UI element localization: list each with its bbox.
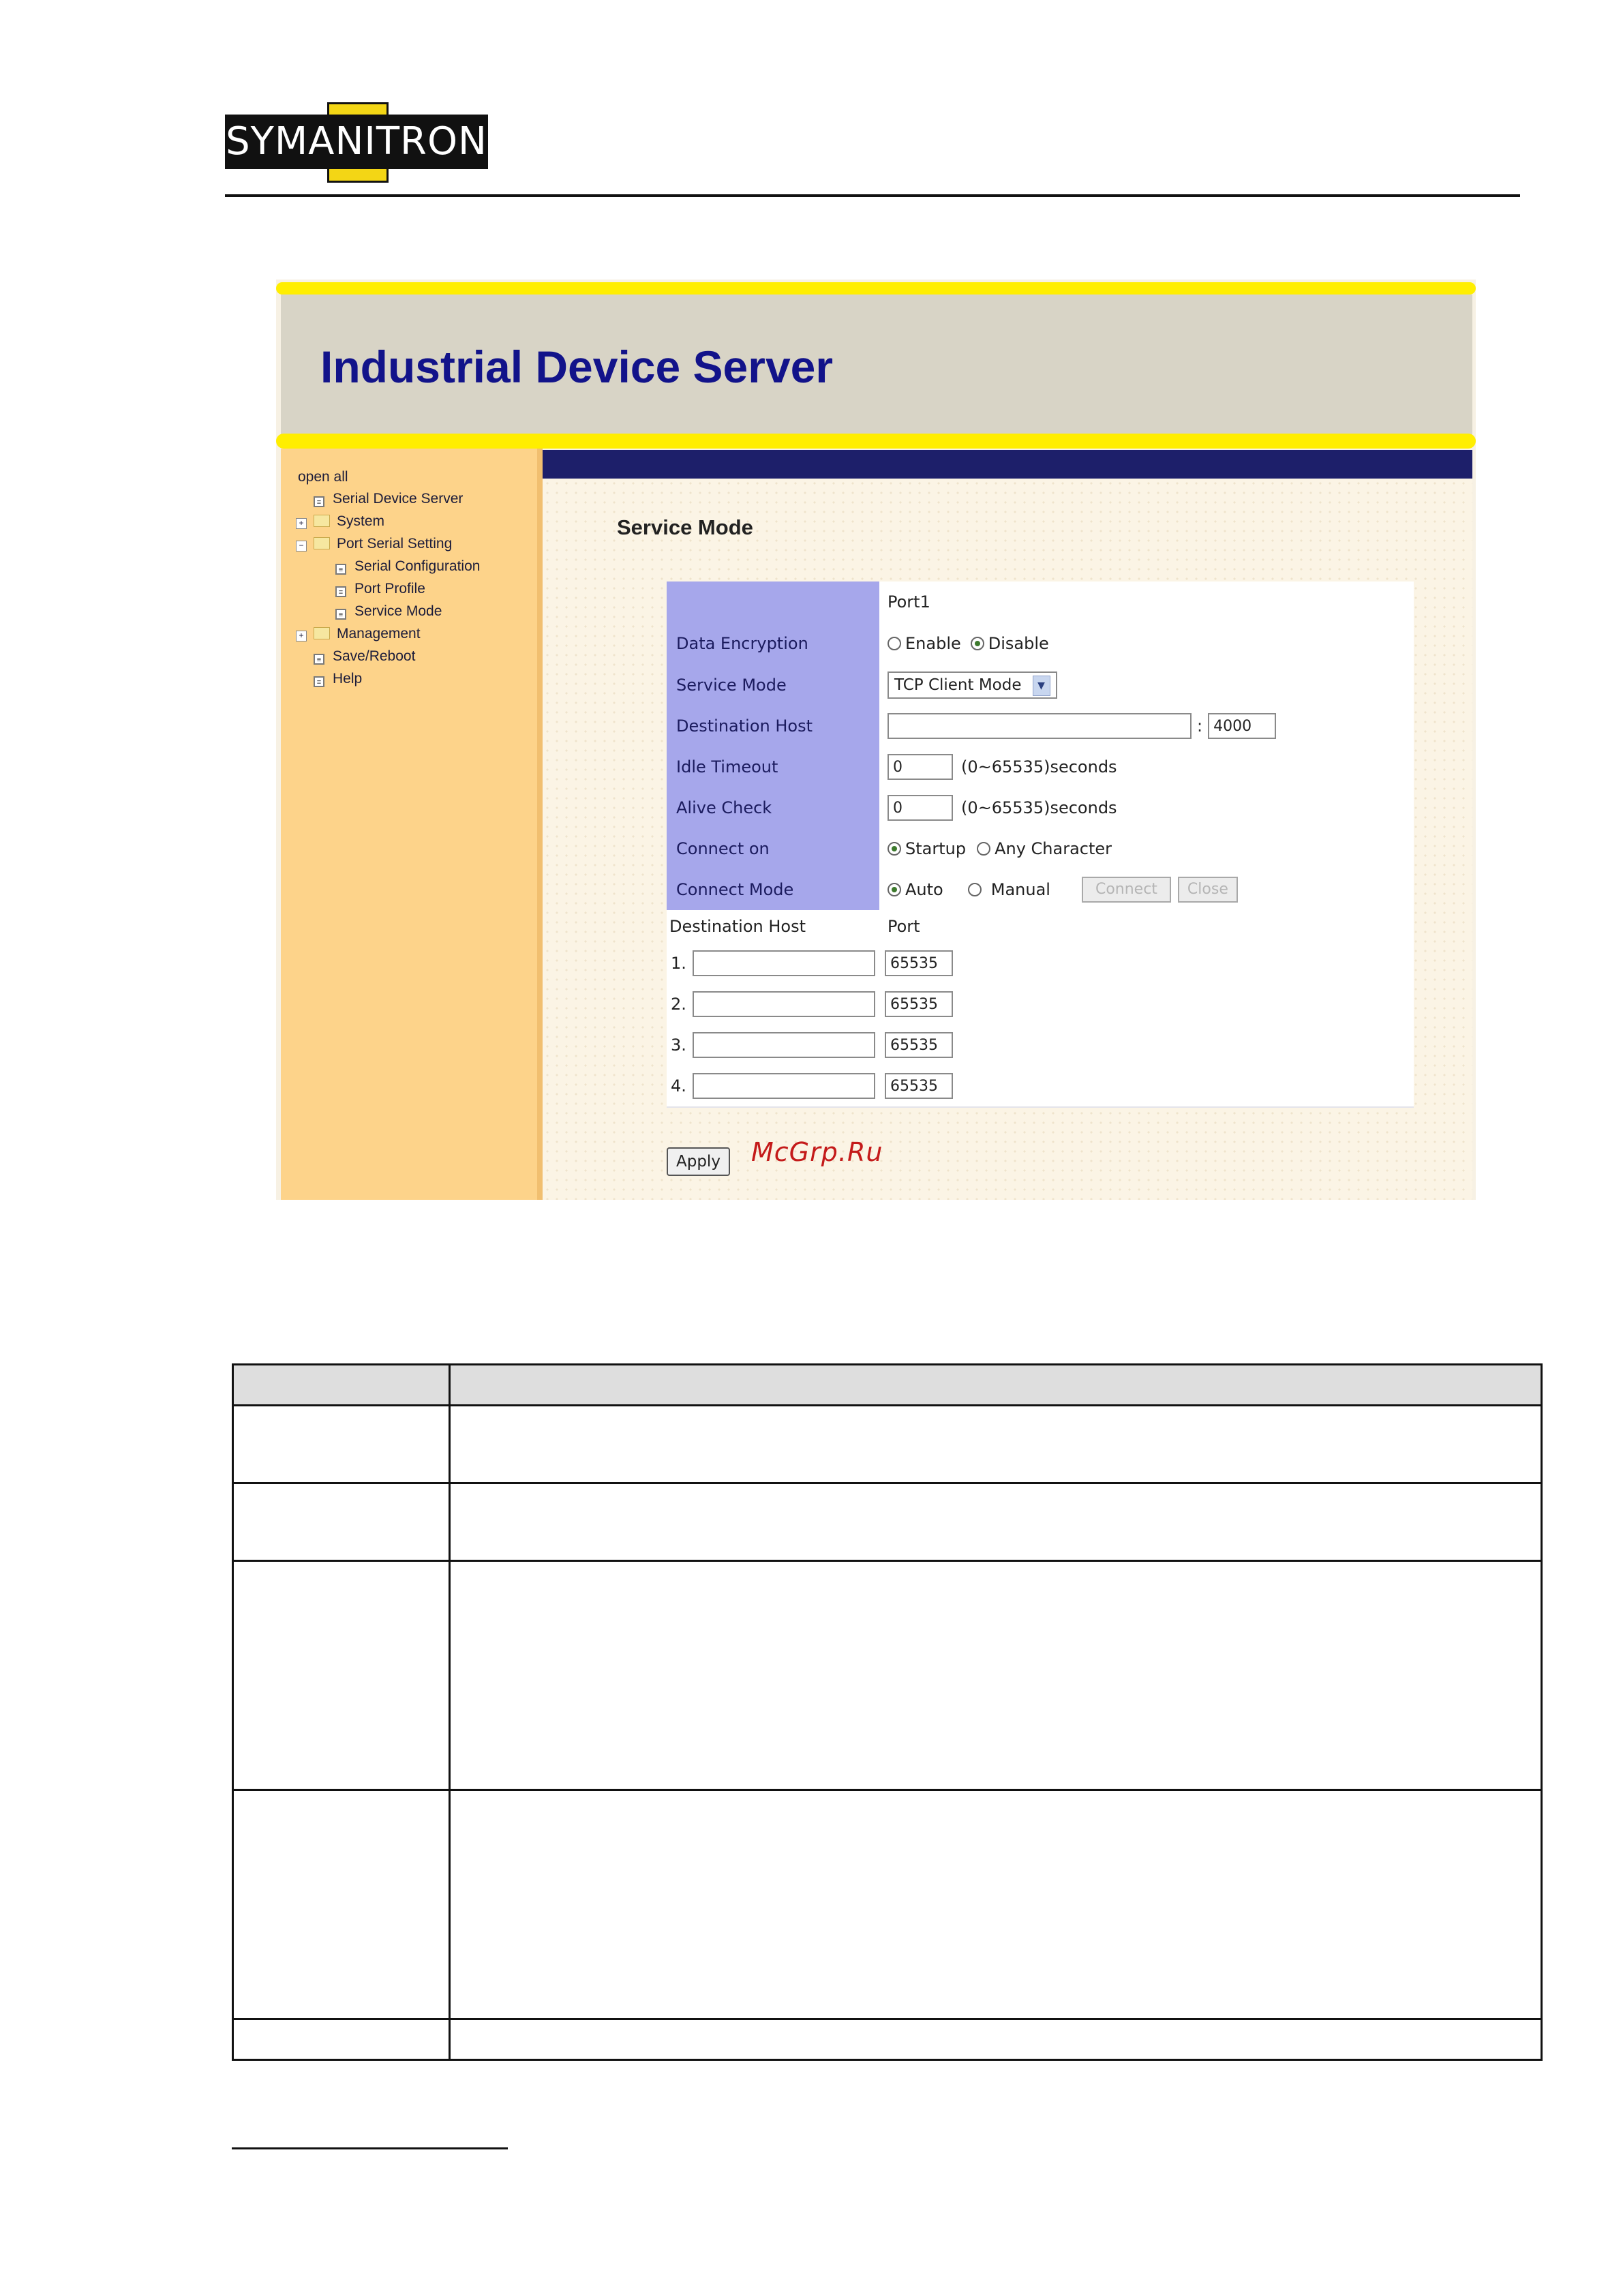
dest-port-input[interactable]: 65535 — [885, 1073, 953, 1099]
page-icon: ≡ — [335, 609, 346, 620]
connect-on-value — [879, 828, 1414, 869]
connect-on-label: Connect on — [667, 828, 879, 869]
page-icon: ≡ — [314, 654, 324, 665]
banner-title: Industrial Device Server — [320, 342, 834, 392]
form-row-connect-on — [667, 828, 1414, 871]
folder-open-icon — [314, 537, 330, 549]
host-port-separator: : — [1197, 716, 1203, 736]
form-row-destination-host — [667, 706, 1414, 748]
dest-list-header-row — [667, 910, 1414, 944]
dest-list-row — [667, 1025, 1414, 1067]
dest-port-input[interactable]: 65535 — [885, 1032, 953, 1058]
table-cell — [234, 1484, 451, 1560]
idle-timeout-input[interactable]: 0 — [888, 754, 953, 780]
banner-top-stripe — [276, 282, 1476, 294]
service-mode-selected: TCP Client Mode — [894, 676, 1022, 694]
banner-bottom-stripe — [276, 434, 1476, 449]
sidebar-item-port-serial-setting[interactable] — [296, 536, 452, 552]
table-cell — [234, 1406, 451, 1482]
form-row-service-mode — [667, 665, 1414, 707]
table-row — [232, 1482, 1543, 1562]
form-label-blank — [667, 581, 879, 622]
sidebar-item-serial-device-server[interactable] — [314, 491, 463, 507]
alive-check-label: Alive Check — [667, 787, 879, 828]
sidebar-divider — [537, 449, 543, 1200]
table-cell — [234, 2020, 451, 2059]
collapse-icon[interactable]: − — [296, 541, 307, 552]
page-icon: ≡ — [314, 496, 324, 507]
destination-host-input[interactable] — [888, 713, 1192, 739]
sidebar-item-label: Port Profile — [354, 581, 425, 596]
page-icon: ≡ — [335, 586, 346, 597]
alive-check-value — [879, 787, 1414, 828]
alive-check-input[interactable]: 0 — [888, 795, 953, 821]
dest-list-port-header: Port — [888, 917, 920, 936]
enable-radio[interactable] — [888, 637, 901, 650]
manual-radio[interactable] — [968, 883, 982, 896]
connect-mode-label: Connect Mode — [667, 869, 879, 910]
sidebar-item-save-reboot[interactable] — [314, 648, 415, 665]
connect-mode-value — [879, 869, 1414, 910]
page-icon: ≡ — [314, 676, 324, 687]
alive-check-hint: (0~65535)seconds — [961, 798, 1117, 817]
dest-row-index: 3. — [671, 1036, 686, 1055]
table-header-row — [232, 1363, 1543, 1406]
destination-host-label: Destination Host — [667, 706, 879, 746]
sidebar-item-management[interactable] — [296, 626, 421, 642]
page-icon: ≡ — [335, 564, 346, 575]
service-mode-select[interactable] — [888, 671, 1057, 699]
sidebar-item-serial-configuration[interactable] — [335, 558, 480, 575]
form-row-connect-mode — [667, 869, 1414, 911]
form-row-port-header — [667, 581, 1414, 624]
close-button[interactable]: Close — [1178, 877, 1238, 903]
sidebar-item-label: System — [337, 513, 385, 529]
watermark: McGrp.Ru — [751, 1137, 883, 1167]
table-row — [232, 1560, 1543, 1791]
table-row — [232, 1789, 1543, 2020]
sidebar-item-label: open all — [298, 469, 348, 485]
table-cell — [234, 1562, 451, 1789]
disable-radio[interactable] — [971, 637, 984, 650]
form-row-idle-timeout — [667, 746, 1414, 789]
sidebar-item-system[interactable] — [296, 513, 384, 530]
auto-radio[interactable] — [888, 883, 901, 896]
dest-row-index: 4. — [671, 1076, 686, 1096]
form-row-data-encryption — [667, 622, 1414, 666]
dest-host-input[interactable] — [693, 950, 875, 976]
sidebar-item-service-mode[interactable] — [335, 603, 442, 620]
table-row — [232, 2018, 1543, 2061]
port-header: Port1 — [888, 592, 930, 611]
form-row-alive-check — [667, 787, 1414, 830]
dest-list-host-header: Destination Host — [669, 917, 806, 936]
dest-host-input[interactable] — [693, 1073, 875, 1099]
any-character-radio-label: Any Character — [995, 839, 1112, 858]
expand-icon[interactable]: + — [296, 518, 307, 529]
sidebar-item-port-profile[interactable] — [335, 581, 425, 597]
manual-radio-label: Manual — [990, 880, 1050, 899]
dest-port-input[interactable]: 65535 — [885, 950, 953, 976]
idle-timeout-hint: (0~65535)seconds — [961, 757, 1117, 776]
dest-row-index: 2. — [671, 995, 686, 1014]
header-rule — [225, 194, 1520, 197]
symanitron-logo — [225, 102, 488, 183]
apply-button[interactable]: Apply — [667, 1147, 730, 1176]
startup-radio[interactable] — [888, 842, 901, 856]
dest-row-index: 1. — [671, 954, 686, 973]
idle-timeout-label: Idle Timeout — [667, 746, 879, 787]
sidebar-item-label: Serial Configuration — [354, 558, 481, 574]
service-mode-value — [879, 665, 1414, 706]
destination-host-value — [879, 706, 1414, 746]
content-top-bar — [543, 450, 1472, 479]
expand-icon[interactable]: + — [296, 631, 307, 641]
data-encryption-value — [879, 622, 1414, 665]
chevron-down-icon[interactable]: ▼ — [1033, 676, 1050, 696]
sidebar-item-label: Service Mode — [354, 603, 442, 619]
disable-radio-label: Disable — [988, 634, 1049, 653]
sidebar-item-label: Port Serial Setting — [337, 536, 453, 552]
startup-radio-label: Startup — [905, 839, 967, 858]
sidebar-item-label: Help — [333, 671, 363, 686]
dest-port-input[interactable]: 65535 — [885, 991, 953, 1017]
dest-list-row — [667, 984, 1414, 1026]
sidebar-item-label: Management — [337, 626, 421, 641]
service-mode-label: Service Mode — [667, 665, 879, 706]
data-encryption-label: Data Encryption — [667, 622, 879, 665]
sidebar-item-label: Save/Reboot — [333, 648, 416, 664]
table-cell — [234, 1365, 451, 1404]
destination-port-input[interactable]: 4000 — [1208, 713, 1276, 739]
auto-radio-label: Auto — [905, 880, 943, 899]
folder-icon — [314, 627, 330, 639]
table-row — [232, 1404, 1543, 1484]
page-title: Service Mode — [617, 515, 753, 539]
idle-timeout-value — [879, 746, 1414, 787]
any-character-radio[interactable] — [977, 842, 990, 856]
dest-list-row — [667, 1066, 1414, 1108]
dest-list-row — [667, 943, 1414, 985]
connect-button[interactable]: Connect — [1082, 877, 1171, 903]
dest-host-input[interactable] — [693, 1032, 875, 1058]
sidebar-item-open-all[interactable] — [298, 469, 348, 485]
dest-host-input[interactable] — [693, 991, 875, 1017]
enable-radio-label: Enable — [905, 634, 961, 653]
folder-icon — [314, 515, 330, 527]
footnote-rule — [232, 2147, 508, 2149]
logo-text: SYMANITRON — [226, 119, 487, 164]
table-cell — [234, 1791, 451, 2018]
sidebar-item-label: Serial Device Server — [333, 491, 464, 507]
sidebar-item-help[interactable] — [314, 671, 362, 687]
